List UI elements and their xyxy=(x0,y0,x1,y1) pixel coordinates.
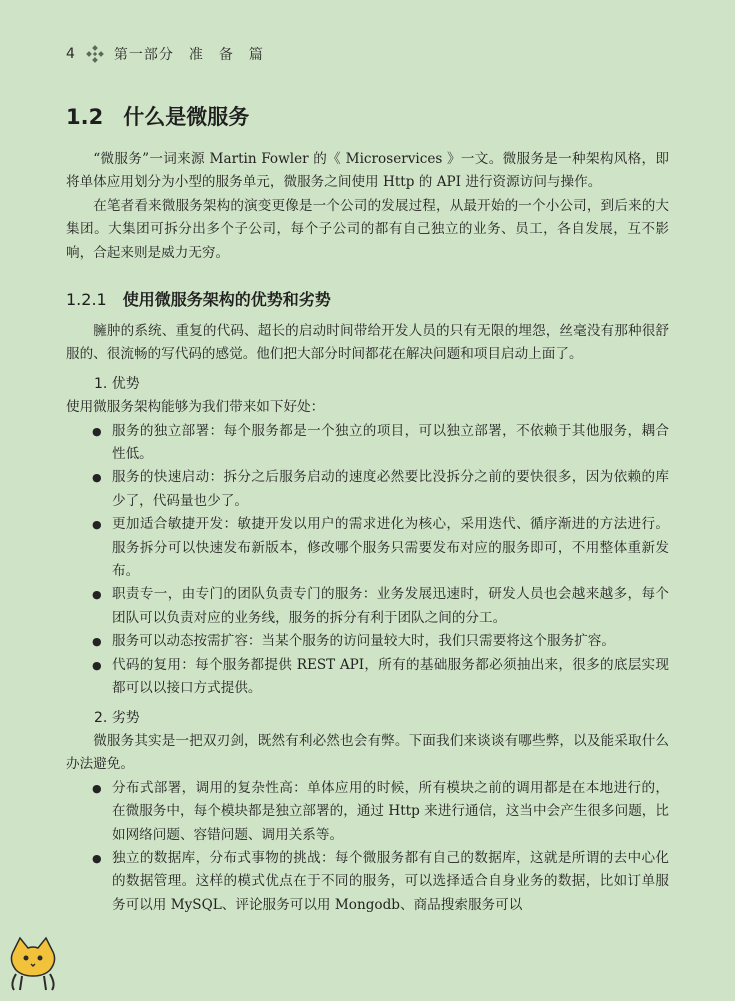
paragraph: “微服务”一词来源 Martin Fowler 的《 Microservices 》一文。微服务是一种架构风格，即将单体应用划分为小型的服务单元，微服务之间使用 Http 的 API 进行资源访问与操作。 xyxy=(66,151,669,191)
cat-mascot-logo xyxy=(4,936,62,992)
section-body xyxy=(66,148,669,265)
list-item: ● 服务的独立部署：每个服务都是一个独立的项目，可以独立部署，不依赖于其他服务，耦合性低。 xyxy=(66,420,669,467)
list-item: ● 职责专一，由专门的团队负责专门的服务：业务发展迅速时，研发人员也会越来越多，每个团队可以负责对应的业务线，服务的拆分有利于团队之间的分工。 xyxy=(66,583,669,630)
list-item: ● 更加适合敏捷开发：敏捷开发以用户的需求进化为核心，采用迭代、循序渐进的方法进行。服务拆分可以快速发布新版本，修改哪个服务只需要发布对应的服务即可，不用整体重新发布。 xyxy=(66,513,669,583)
subsection-title-text: 使用微服务架构的优势和劣势 xyxy=(122,290,331,309)
page-header xyxy=(66,44,264,64)
page-number: 4 xyxy=(66,46,76,62)
advantages-lead: 使用微服务架构能够为我们带来如下好处： xyxy=(66,399,325,416)
section-title-text: 什么是微服务 xyxy=(123,105,250,129)
list-item: ● 代码的复用：每个服务都提供 REST API，所有的基础服务都必须抽出来，很多的底层实现都可以以接口方式提供。 xyxy=(66,654,669,701)
advantages-list xyxy=(66,420,669,701)
advantages-heading: 1. 优势 xyxy=(94,375,140,392)
subsection-number: 1.2.1 xyxy=(66,290,107,309)
subsection-title xyxy=(66,287,331,310)
disadvantages-lead: 微服务其实是一把双刃剑，既然有利必然也会有弊。下面我们来谈谈有哪些弊，以及能采取什么办法避免。 xyxy=(66,732,669,773)
section-number: 1.2 xyxy=(66,105,104,129)
intro-paragraph: 臃肿的系统、重复的代码、超长的启动时间带给开发人员的只有无限的埋怨，丝毫没有那种很舒服的、很流畅的写代码的感觉。他们把大部分时间都花在解决问题和项目启动上面了。 xyxy=(66,323,669,363)
list-item: ● 服务的快速启动：拆分之后服务启动的速度必然要比没拆分之前的要快很多，因为依赖的库少了，代码量也少了。 xyxy=(66,466,669,513)
paragraph: 在笔者看来微服务架构的演变更像是一个公司的发展过程，从最开始的一个小公司，到后来的大集团。大集团可拆分出多个子公司，每个子公司的都有自己独立的业务、员工，各自发展，互不影响，合起来则是威力无穷。 xyxy=(66,197,669,261)
subsection-body xyxy=(66,320,669,917)
list-item: ● 分布式部署，调用的复杂性高：单体应用的时候，所有模块之前的调用都是在本地进行的，在微服务中，每个模块都是独立部署的，通过 Http 来进行通信，这当中会产生很多问题，比如网络问题、容错问题、调用关系等。 xyxy=(66,777,669,847)
disadvantages-heading: 2. 劣势 xyxy=(94,709,140,726)
disadvantages-list xyxy=(66,777,669,917)
list-item: ● 独立的数据库，分布式事物的挑战：每个微服务都有自己的数据库，这就是所谓的去中心化的数据管理。这样的模式优点在于不同的服务，可以选择适合自身业务的数据，比如订单服务可以用 MySQL、评论服务可以用 Mongodb、商品搜索服务可以 xyxy=(66,847,669,917)
section-title xyxy=(66,101,249,131)
list-item: ● 服务可以动态按需扩容：当某个服务的访问量较大时，我们只需要将这个服务扩容。 xyxy=(66,630,669,653)
part-title: 第一部分 准 备 篇 xyxy=(113,47,264,63)
diamond-ornament-icon xyxy=(86,45,104,63)
